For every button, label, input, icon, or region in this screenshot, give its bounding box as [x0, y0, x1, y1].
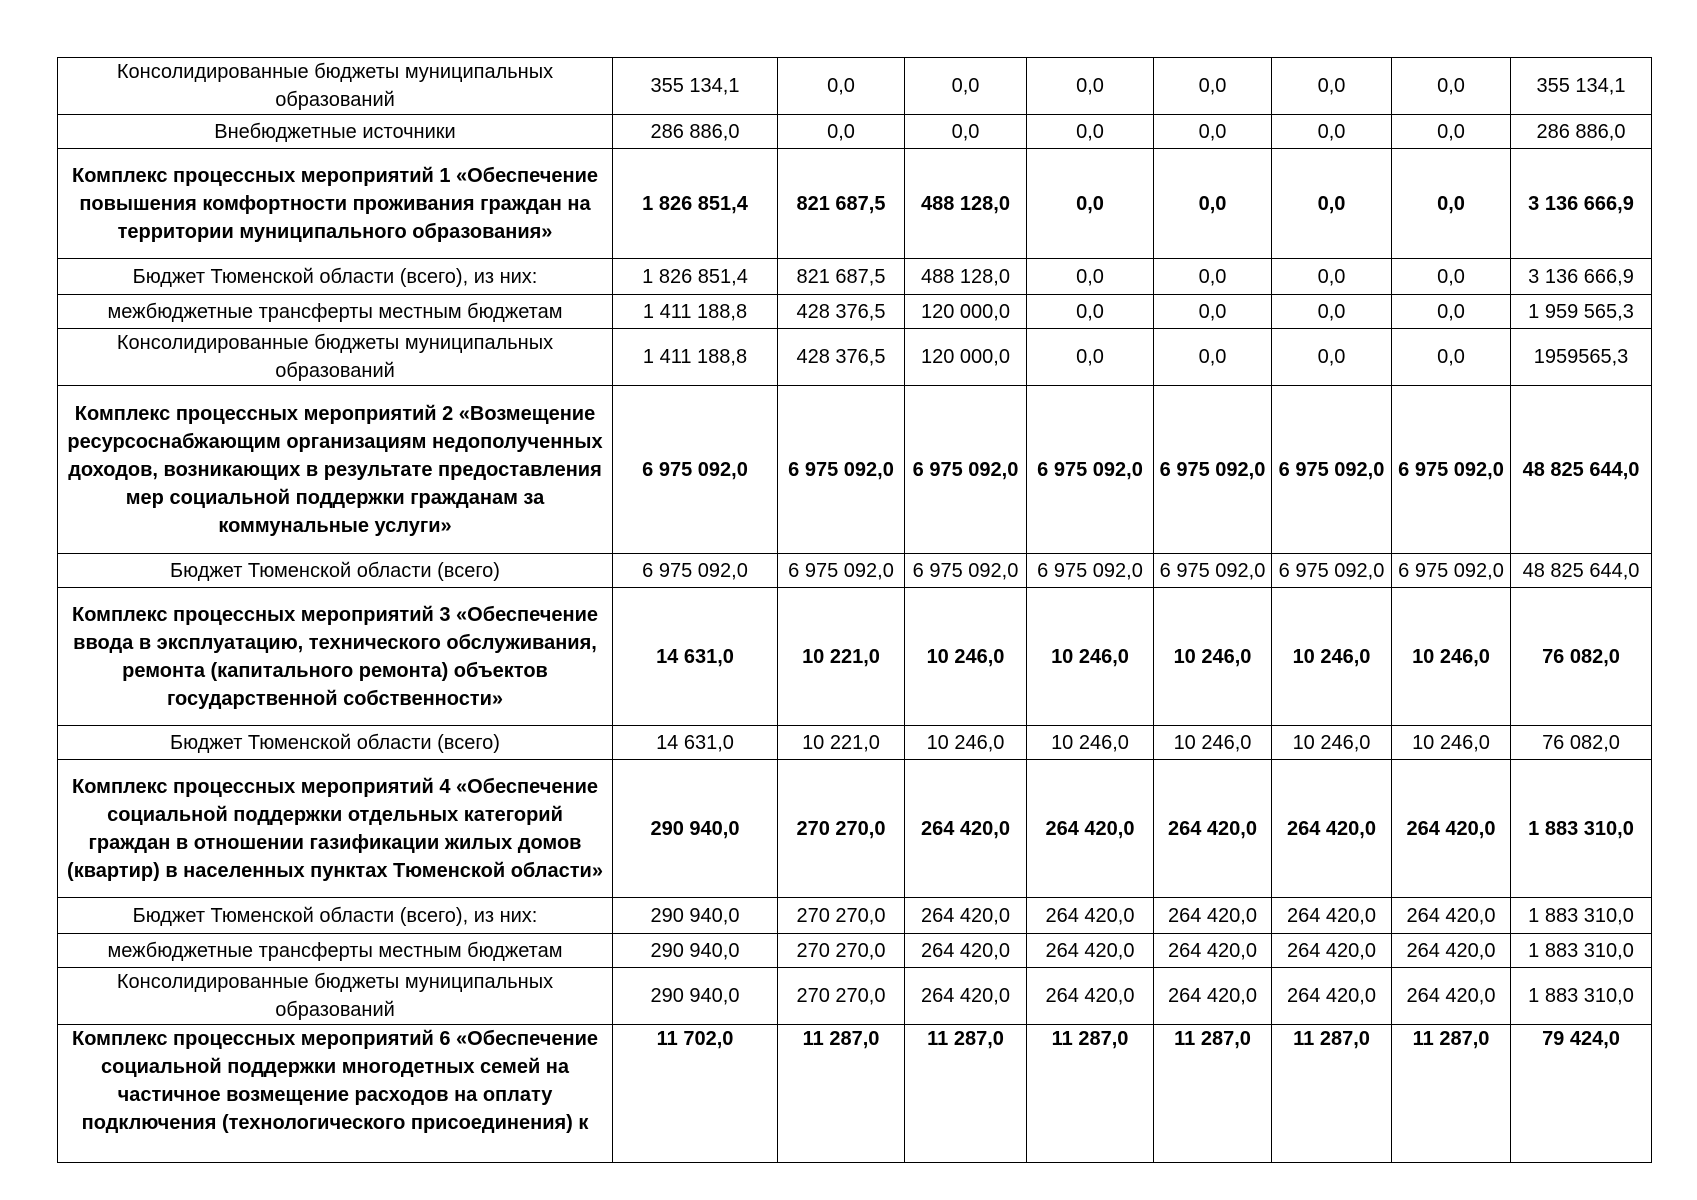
- total-cell: 1959565,3: [1511, 329, 1652, 386]
- year-value-cell: 11 287,0: [1272, 1025, 1392, 1163]
- year-value-cell: 0,0: [1272, 149, 1392, 259]
- total-cell: 1 959 565,3: [1511, 295, 1652, 329]
- year-value-cell: 14 631,0: [613, 726, 778, 760]
- year-value-cell: 10 246,0: [1154, 588, 1272, 726]
- year-value-cell: 264 420,0: [1154, 934, 1272, 968]
- year-value-cell: 428 376,5: [778, 295, 905, 329]
- year-value-cell: 6 975 092,0: [1154, 554, 1272, 588]
- year-value-cell: 0,0: [1154, 259, 1272, 295]
- row-label: Комплекс процессных мероприятий 1 «Обеспечение повышения комфортности проживания граждан на территории муниципального образования»: [58, 149, 613, 259]
- year-value-cell: 821 687,5: [778, 259, 905, 295]
- year-value-cell: 0,0: [778, 58, 905, 115]
- year-value-cell: 264 420,0: [1272, 968, 1392, 1025]
- year-value-cell: 6 975 092,0: [778, 554, 905, 588]
- year-value-cell: 264 420,0: [1272, 934, 1392, 968]
- year-value-cell: 264 420,0: [1027, 898, 1154, 934]
- year-value-cell: 0,0: [1027, 295, 1154, 329]
- row-label: Бюджет Тюменской области (всего): [58, 554, 613, 588]
- year-value-cell: 290 940,0: [613, 968, 778, 1025]
- row-label: Консолидированные бюджеты муниципальных образований: [58, 968, 613, 1025]
- year-value-cell: 0,0: [1392, 149, 1511, 259]
- year-value-cell: 0,0: [1027, 329, 1154, 386]
- year-value-cell: 270 270,0: [778, 934, 905, 968]
- year-value-cell: 0,0: [1154, 58, 1272, 115]
- year-value-cell: 270 270,0: [778, 968, 905, 1025]
- total-cell: 3 136 666,9: [1511, 149, 1652, 259]
- year-value-cell: 290 940,0: [613, 760, 778, 898]
- year-value-cell: 264 420,0: [1392, 760, 1511, 898]
- table-row: [58, 726, 1652, 760]
- year-value-cell: 428 376,5: [778, 329, 905, 386]
- year-value-cell: 6 975 092,0: [1154, 386, 1272, 554]
- row-label: Комплекс процессных мероприятий 6 «Обеспечение социальной поддержки многодетных семей на частичное возмещение расходов на оплату подключения (технологического присоединения) к: [58, 1025, 613, 1163]
- year-value-cell: 0,0: [1272, 58, 1392, 115]
- total-cell: 286 886,0: [1511, 115, 1652, 149]
- year-value-cell: 264 420,0: [1272, 898, 1392, 934]
- year-value-cell: 6 975 092,0: [778, 386, 905, 554]
- year-value-cell: 14 631,0: [613, 588, 778, 726]
- year-value-cell: 264 420,0: [1272, 760, 1392, 898]
- year-value-cell: 0,0: [905, 58, 1027, 115]
- year-value-cell: 6 975 092,0: [1392, 386, 1511, 554]
- row-label: межбюджетные трансферты местным бюджетам: [58, 295, 613, 329]
- year-value-cell: 10 246,0: [1027, 588, 1154, 726]
- year-value-cell: 355 134,1: [613, 58, 778, 115]
- row-label: Внебюджетные источники: [58, 115, 613, 149]
- table-row: [58, 554, 1652, 588]
- year-value-cell: 270 270,0: [778, 898, 905, 934]
- year-value-cell: 0,0: [1392, 115, 1511, 149]
- year-value-cell: 6 975 092,0: [905, 554, 1027, 588]
- year-value-cell: 6 975 092,0: [1272, 386, 1392, 554]
- year-value-cell: 10 246,0: [905, 588, 1027, 726]
- year-value-cell: 264 420,0: [905, 968, 1027, 1025]
- row-label: Бюджет Тюменской области (всего): [58, 726, 613, 760]
- year-value-cell: 6 975 092,0: [1027, 386, 1154, 554]
- row-label: межбюджетные трансферты местным бюджетам: [58, 934, 613, 968]
- year-value-cell: 11 287,0: [778, 1025, 905, 1163]
- year-value-cell: 1 826 851,4: [613, 149, 778, 259]
- year-value-cell: 0,0: [1392, 295, 1511, 329]
- row-label: Комплекс процессных мероприятий 4 «Обеспечение социальной поддержки отдельных категорий граждан в отношении газификации жилых домов (квартир) в населенных пунктах Тюменской области»: [58, 760, 613, 898]
- year-value-cell: 264 420,0: [1027, 934, 1154, 968]
- year-value-cell: 11 702,0: [613, 1025, 778, 1163]
- year-value-cell: 10 221,0: [778, 726, 905, 760]
- year-value-cell: 11 287,0: [1392, 1025, 1511, 1163]
- table-body: [58, 58, 1652, 1163]
- table-row: [58, 968, 1652, 1025]
- year-value-cell: 120 000,0: [905, 329, 1027, 386]
- table-row: [58, 588, 1652, 726]
- year-value-cell: 120 000,0: [905, 295, 1027, 329]
- table-row: [58, 295, 1652, 329]
- year-value-cell: 11 287,0: [1027, 1025, 1154, 1163]
- year-value-cell: 264 420,0: [1392, 968, 1511, 1025]
- table-row: [58, 329, 1652, 386]
- row-label: Комплекс процессных мероприятий 2 «Возмещение ресурсоснабжающим организациям недополученных доходов, возникающих в результате предоставления мер социальной поддержки гражданам за коммунальные услуги»: [58, 386, 613, 554]
- table-row: [58, 115, 1652, 149]
- total-cell: 1 883 310,0: [1511, 968, 1652, 1025]
- table-row: [58, 386, 1652, 554]
- year-value-cell: 1 826 851,4: [613, 259, 778, 295]
- table-row: [58, 1025, 1652, 1163]
- total-cell: 3 136 666,9: [1511, 259, 1652, 295]
- year-value-cell: 10 246,0: [1027, 726, 1154, 760]
- year-value-cell: 0,0: [1027, 149, 1154, 259]
- year-value-cell: 10 246,0: [1392, 726, 1511, 760]
- table-row: [58, 898, 1652, 934]
- year-value-cell: 264 420,0: [1154, 898, 1272, 934]
- total-cell: 1 883 310,0: [1511, 898, 1652, 934]
- total-cell: 76 082,0: [1511, 588, 1652, 726]
- year-value-cell: 290 940,0: [613, 934, 778, 968]
- year-value-cell: 6 975 092,0: [1392, 554, 1511, 588]
- total-cell: 48 825 644,0: [1511, 386, 1652, 554]
- row-label: Консолидированные бюджеты муниципальных образований: [58, 58, 613, 115]
- year-value-cell: 0,0: [1392, 259, 1511, 295]
- year-value-cell: 1 411 188,8: [613, 295, 778, 329]
- year-value-cell: 270 270,0: [778, 760, 905, 898]
- budget-table: [57, 57, 1652, 1163]
- year-value-cell: 264 420,0: [1392, 898, 1511, 934]
- year-value-cell: 6 975 092,0: [1272, 554, 1392, 588]
- year-value-cell: 6 975 092,0: [613, 386, 778, 554]
- year-value-cell: 0,0: [778, 115, 905, 149]
- year-value-cell: 286 886,0: [613, 115, 778, 149]
- table-row: [58, 259, 1652, 295]
- year-value-cell: 264 420,0: [905, 760, 1027, 898]
- year-value-cell: 10 246,0: [1392, 588, 1511, 726]
- year-value-cell: 0,0: [1027, 58, 1154, 115]
- year-value-cell: 264 420,0: [905, 898, 1027, 934]
- year-value-cell: 0,0: [1154, 149, 1272, 259]
- year-value-cell: 0,0: [905, 115, 1027, 149]
- year-value-cell: 6 975 092,0: [613, 554, 778, 588]
- total-cell: 355 134,1: [1511, 58, 1652, 115]
- row-label: Бюджет Тюменской области (всего), из них:: [58, 898, 613, 934]
- year-value-cell: 264 420,0: [905, 934, 1027, 968]
- year-value-cell: 6 975 092,0: [1027, 554, 1154, 588]
- year-value-cell: 0,0: [1272, 295, 1392, 329]
- year-value-cell: 10 221,0: [778, 588, 905, 726]
- total-cell: 48 825 644,0: [1511, 554, 1652, 588]
- year-value-cell: 264 420,0: [1154, 968, 1272, 1025]
- year-value-cell: 0,0: [1272, 259, 1392, 295]
- row-label: Бюджет Тюменской области (всего), из них:: [58, 259, 613, 295]
- year-value-cell: 821 687,5: [778, 149, 905, 259]
- year-value-cell: 488 128,0: [905, 259, 1027, 295]
- total-cell: 1 883 310,0: [1511, 760, 1652, 898]
- total-cell: 76 082,0: [1511, 726, 1652, 760]
- year-value-cell: 0,0: [1027, 259, 1154, 295]
- year-value-cell: 0,0: [1392, 329, 1511, 386]
- year-value-cell: 0,0: [1027, 115, 1154, 149]
- table-row: [58, 934, 1652, 968]
- year-value-cell: 11 287,0: [905, 1025, 1027, 1163]
- year-value-cell: 0,0: [1392, 58, 1511, 115]
- row-label: Комплекс процессных мероприятий 3 «Обеспечение ввода в эксплуатацию, технического обслуживания, ремонта (капитального ремонта) объектов государственной собственности»: [58, 588, 613, 726]
- year-value-cell: 264 420,0: [1154, 760, 1272, 898]
- year-value-cell: 10 246,0: [1272, 588, 1392, 726]
- year-value-cell: 264 420,0: [1027, 760, 1154, 898]
- year-value-cell: 290 940,0: [613, 898, 778, 934]
- year-value-cell: 0,0: [1272, 115, 1392, 149]
- year-value-cell: 264 420,0: [1392, 934, 1511, 968]
- year-value-cell: 488 128,0: [905, 149, 1027, 259]
- year-value-cell: 0,0: [1154, 115, 1272, 149]
- year-value-cell: 10 246,0: [905, 726, 1027, 760]
- year-value-cell: 264 420,0: [1027, 968, 1154, 1025]
- year-value-cell: 10 246,0: [1154, 726, 1272, 760]
- table-row: [58, 58, 1652, 115]
- year-value-cell: 0,0: [1154, 329, 1272, 386]
- year-value-cell: 0,0: [1154, 295, 1272, 329]
- total-cell: 1 883 310,0: [1511, 934, 1652, 968]
- year-value-cell: 10 246,0: [1272, 726, 1392, 760]
- table-row: [58, 149, 1652, 259]
- year-value-cell: 1 411 188,8: [613, 329, 778, 386]
- year-value-cell: 0,0: [1272, 329, 1392, 386]
- row-label: Консолидированные бюджеты муниципальных образований: [58, 329, 613, 386]
- table-row: [58, 760, 1652, 898]
- total-cell: 79 424,0: [1511, 1025, 1652, 1163]
- year-value-cell: 6 975 092,0: [905, 386, 1027, 554]
- year-value-cell: 11 287,0: [1154, 1025, 1272, 1163]
